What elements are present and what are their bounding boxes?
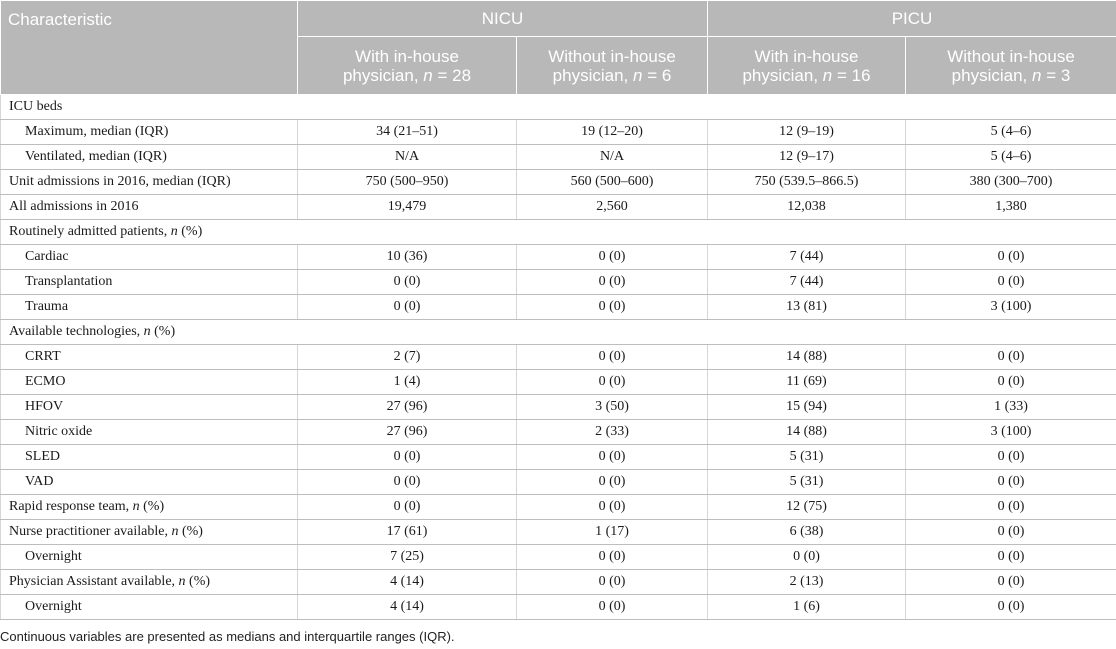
picu-group-header: PICU xyxy=(708,1,1116,37)
value-cell: 0 (0) xyxy=(906,345,1116,370)
value-cell: 0 (0) xyxy=(517,570,708,595)
value-cell: 12 (9–17) xyxy=(708,145,906,170)
table-row xyxy=(1,370,1116,395)
table-row xyxy=(1,570,1116,595)
table-row xyxy=(1,270,1116,295)
characteristic-header: Characteristic xyxy=(1,1,298,95)
value-cell: 6 (38) xyxy=(708,520,906,545)
value-cell: 0 (0) xyxy=(298,495,517,520)
value-cell: 7 (44) xyxy=(708,245,906,270)
row-label: All admissions in 2016 xyxy=(1,195,298,220)
value-cell: 27 (96) xyxy=(298,420,517,445)
value-cell: 1 (4) xyxy=(298,370,517,395)
row-label: Rapid response team, n (%) xyxy=(1,495,298,520)
value-cell: 19,479 xyxy=(298,195,517,220)
value-cell: 4 (14) xyxy=(298,595,517,620)
value-cell: 12 (9–19) xyxy=(708,120,906,145)
value-cell: 7 (44) xyxy=(708,270,906,295)
row-label: Maximum, median (IQR) xyxy=(1,120,298,145)
value-cell: 27 (96) xyxy=(298,395,517,420)
value-cell: 19 (12–20) xyxy=(517,120,708,145)
value-cell: 10 (36) xyxy=(298,245,517,270)
table-footnote: Continuous variables are presented as medians and interquartile ranges (IQR). xyxy=(0,629,455,644)
table-row xyxy=(1,470,1116,495)
value-cell: 0 (0) xyxy=(906,520,1116,545)
value-cell: 0 (0) xyxy=(517,595,708,620)
value-cell: 5 (4–6) xyxy=(906,120,1116,145)
value-cell: 0 (0) xyxy=(517,245,708,270)
value-cell: 3 (50) xyxy=(517,395,708,420)
value-cell: 0 (0) xyxy=(517,295,708,320)
value-cell: 0 (0) xyxy=(906,245,1116,270)
value-cell: 1 (33) xyxy=(906,395,1116,420)
value-cell: N/A xyxy=(298,145,517,170)
value-cell: 11 (69) xyxy=(708,370,906,395)
value-cell: 7 (25) xyxy=(298,545,517,570)
value-cell: 0 (0) xyxy=(298,470,517,495)
value-cell: 0 (0) xyxy=(708,545,906,570)
row-label: Trauma xyxy=(1,295,298,320)
value-cell: N/A xyxy=(517,145,708,170)
value-cell: 0 (0) xyxy=(517,345,708,370)
value-cell: 0 (0) xyxy=(906,270,1116,295)
table-row xyxy=(1,345,1116,370)
table-row xyxy=(1,195,1116,220)
value-cell: 0 (0) xyxy=(517,495,708,520)
value-cell: 14 (88) xyxy=(708,345,906,370)
subheader-picu-without: Without in-house physician, n = 3 xyxy=(906,37,1116,95)
value-cell: 0 (0) xyxy=(906,595,1116,620)
header-row-groups xyxy=(1,1,1116,37)
value-cell: 34 (21–51) xyxy=(298,120,517,145)
row-label: Nitric oxide xyxy=(1,420,298,445)
table-row xyxy=(1,145,1116,170)
row-label: Cardiac xyxy=(1,245,298,270)
subheader-nicu-with: With in-house physician, n = 28 xyxy=(298,37,517,95)
value-cell: 0 (0) xyxy=(906,370,1116,395)
row-label: HFOV xyxy=(1,395,298,420)
value-cell: 2 (7) xyxy=(298,345,517,370)
value-cell: 5 (31) xyxy=(708,470,906,495)
value-cell: 0 (0) xyxy=(517,370,708,395)
value-cell: 0 (0) xyxy=(906,570,1116,595)
value-cell: 0 (0) xyxy=(517,270,708,295)
value-cell: 1 (6) xyxy=(708,595,906,620)
value-cell: 750 (539.5–866.5) xyxy=(708,170,906,195)
table-body xyxy=(1,95,1116,620)
value-cell: 0 (0) xyxy=(906,470,1116,495)
table-row xyxy=(1,545,1116,570)
table-row xyxy=(1,395,1116,420)
table-row xyxy=(1,495,1116,520)
value-cell: 2,560 xyxy=(517,195,708,220)
value-cell: 0 (0) xyxy=(517,470,708,495)
value-cell: 3 (100) xyxy=(906,420,1116,445)
value-cell: 5 (31) xyxy=(708,445,906,470)
table-row xyxy=(1,595,1116,620)
subheader-picu-with: With in-house physician, n = 16 xyxy=(708,37,906,95)
value-cell: 0 (0) xyxy=(906,545,1116,570)
section-label: Routinely admitted patients, n (%) xyxy=(1,220,1116,245)
value-cell: 0 (0) xyxy=(906,445,1116,470)
section-label: ICU beds xyxy=(1,95,1116,120)
row-label: Ventilated, median (IQR) xyxy=(1,145,298,170)
value-cell: 2 (13) xyxy=(708,570,906,595)
table-row xyxy=(1,295,1116,320)
value-cell: 380 (300–700) xyxy=(906,170,1116,195)
row-label: Overnight xyxy=(1,595,298,620)
section-label: Available technologies, n (%) xyxy=(1,320,1116,345)
row-label: VAD xyxy=(1,470,298,495)
table-row xyxy=(1,120,1116,145)
section-row xyxy=(1,220,1116,245)
value-cell: 0 (0) xyxy=(298,270,517,295)
row-label: SLED xyxy=(1,445,298,470)
value-cell: 1 (17) xyxy=(517,520,708,545)
row-label: CRRT xyxy=(1,345,298,370)
value-cell: 1,380 xyxy=(906,195,1116,220)
value-cell: 12 (75) xyxy=(708,495,906,520)
value-cell: 0 (0) xyxy=(298,295,517,320)
row-label: ECMO xyxy=(1,370,298,395)
value-cell: 14 (88) xyxy=(708,420,906,445)
table-row xyxy=(1,520,1116,545)
table-row xyxy=(1,420,1116,445)
nicu-group-header: NICU xyxy=(298,1,708,37)
value-cell: 560 (500–600) xyxy=(517,170,708,195)
value-cell: 4 (14) xyxy=(298,570,517,595)
value-cell: 0 (0) xyxy=(517,445,708,470)
value-cell: 12,038 xyxy=(708,195,906,220)
value-cell: 13 (81) xyxy=(708,295,906,320)
value-cell: 15 (94) xyxy=(708,395,906,420)
value-cell: 2 (33) xyxy=(517,420,708,445)
table-row xyxy=(1,445,1116,470)
value-cell: 17 (61) xyxy=(298,520,517,545)
row-label: Transplantation xyxy=(1,270,298,295)
row-label: Overnight xyxy=(1,545,298,570)
table-row xyxy=(1,170,1116,195)
value-cell: 0 (0) xyxy=(517,545,708,570)
value-cell: 750 (500–950) xyxy=(298,170,517,195)
value-cell: 0 (0) xyxy=(906,495,1116,520)
value-cell: 5 (4–6) xyxy=(906,145,1116,170)
value-cell: 3 (100) xyxy=(906,295,1116,320)
row-label: Nurse practitioner available, n (%) xyxy=(1,520,298,545)
section-row xyxy=(1,95,1116,120)
value-cell: 0 (0) xyxy=(298,445,517,470)
row-label: Unit admissions in 2016, median (IQR) xyxy=(1,170,298,195)
section-row xyxy=(1,320,1116,345)
subheader-nicu-without: Without in-house physician, n = 6 xyxy=(517,37,708,95)
row-label: Physician Assistant available, n (%) xyxy=(1,570,298,595)
table-row xyxy=(1,245,1116,270)
